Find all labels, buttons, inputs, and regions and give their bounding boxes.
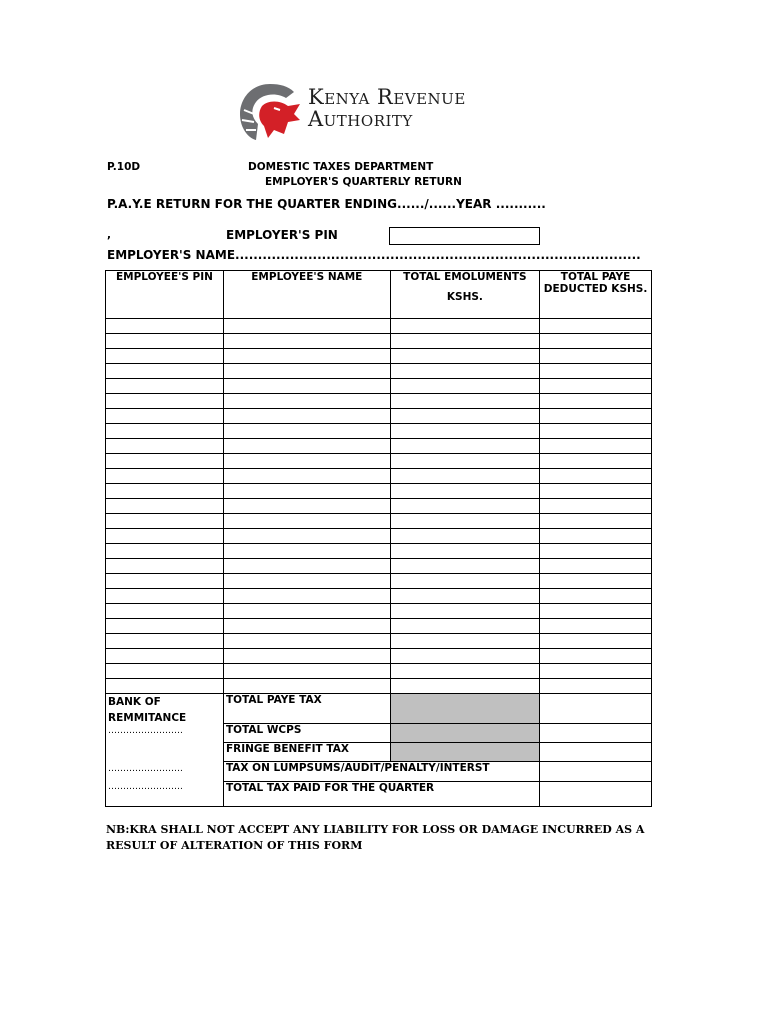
paye-cell[interactable] — [540, 574, 652, 589]
col-header-employee-name: EMPLOYEE'S NAME — [223, 271, 390, 319]
paye-cell[interactable] — [540, 529, 652, 544]
table-row — [106, 349, 652, 364]
lion-head-icon — [234, 80, 306, 144]
employee-name-cell[interactable] — [223, 529, 390, 544]
col-header-total-paye: TOTAL PAYE DEDUCTED KSHS. — [540, 271, 652, 319]
total-paye-tax-shaded — [390, 694, 539, 724]
table-row — [106, 679, 652, 694]
employee-name-cell[interactable] — [223, 334, 390, 349]
employee-name-cell[interactable] — [223, 454, 390, 469]
paye-cell[interactable] — [540, 559, 652, 574]
fringe-benefit-tax-label: FRINGE BENEFIT TAX — [223, 742, 390, 761]
emoluments-label: TOTAL EMOLUMENTS — [403, 271, 527, 283]
table-row — [106, 364, 652, 379]
employee-pin-cell[interactable] — [106, 349, 224, 364]
fringe-benefit-tax-shaded — [390, 742, 539, 761]
emoluments-cell[interactable] — [390, 574, 539, 589]
emoluments-cell[interactable] — [390, 424, 539, 439]
paye-cell[interactable] — [540, 469, 652, 484]
paye-cell[interactable] — [540, 394, 652, 409]
employee-name-cell[interactable] — [223, 484, 390, 499]
bank-dots-2: ……………………. — [108, 764, 183, 774]
emoluments-cell[interactable] — [390, 394, 539, 409]
emoluments-cell[interactable] — [390, 649, 539, 664]
employee-name-cell[interactable] — [223, 409, 390, 424]
total-paye-tax-label: TOTAL PAYE TAX — [223, 694, 390, 724]
stray-comma: , — [107, 229, 111, 241]
bank-dots-1: ……………………. — [108, 726, 183, 736]
employee-name-cell[interactable] — [223, 319, 390, 334]
logo-line2: Authority — [308, 107, 413, 131]
department-title: DOMESTIC TAXES DEPARTMENT — [248, 161, 434, 173]
employee-name-cell[interactable] — [223, 679, 390, 694]
employee-name-cell[interactable] — [223, 619, 390, 634]
table-row — [106, 529, 652, 544]
employee-name-cell[interactable] — [223, 559, 390, 574]
employee-pin-cell[interactable] — [106, 409, 224, 424]
total-wcps-value[interactable] — [540, 723, 652, 742]
emoluments-cell[interactable] — [390, 349, 539, 364]
summary-row-total-paye — [106, 694, 652, 724]
table-row — [106, 469, 652, 484]
paye-cell[interactable] — [540, 319, 652, 334]
employee-name-cell[interactable] — [223, 664, 390, 679]
employee-pin-cell[interactable] — [106, 604, 224, 619]
col-header-total-emoluments — [390, 271, 539, 319]
emoluments-cell[interactable] — [390, 514, 539, 529]
table-header-row — [106, 271, 652, 319]
employee-return-table — [105, 270, 652, 807]
table-row — [106, 634, 652, 649]
employee-pin-cell[interactable] — [106, 364, 224, 379]
emoluments-cell[interactable] — [390, 319, 539, 334]
paye-cell[interactable] — [540, 439, 652, 454]
employee-pin-cell[interactable] — [106, 559, 224, 574]
employer-name-line: EMPLOYER'S NAME......................................................................................... — [107, 248, 641, 262]
table-row — [106, 604, 652, 619]
table-row — [106, 499, 652, 514]
employee-pin-cell[interactable] — [106, 469, 224, 484]
paye-cell[interactable] — [540, 664, 652, 679]
emoluments-cell[interactable] — [390, 634, 539, 649]
emoluments-cell[interactable] — [390, 334, 539, 349]
employer-pin-label: EMPLOYER'S PIN — [226, 228, 338, 242]
paye-cell[interactable] — [540, 484, 652, 499]
employee-name-cell[interactable] — [223, 349, 390, 364]
employee-pin-cell[interactable] — [106, 439, 224, 454]
employee-name-cell[interactable] — [223, 379, 390, 394]
paye-cell[interactable] — [540, 634, 652, 649]
paye-cell[interactable] — [540, 349, 652, 364]
paye-cell[interactable] — [540, 454, 652, 469]
total-tax-quarter-label: TOTAL TAX PAID FOR THE QUARTER — [223, 781, 539, 807]
emoluments-cell[interactable] — [390, 499, 539, 514]
employer-pin-field[interactable] — [389, 227, 540, 245]
table-row — [106, 319, 652, 334]
table-row — [106, 559, 652, 574]
employee-name-cell[interactable] — [223, 439, 390, 454]
table-row — [106, 334, 652, 349]
paye-cell[interactable] — [540, 334, 652, 349]
emoluments-cell[interactable] — [390, 559, 539, 574]
paye-quarter-line: P.A.Y.E RETURN FOR THE QUARTER ENDING....../......YEAR ........... — [107, 197, 546, 211]
bank-dots-3: ……………………. — [108, 782, 183, 792]
disclaimer-note: NB:KRA SHALL NOT ACCEPT ANY LIABILITY FOR LOSS OR DAMAGE INCURRED AS A RESULT OF ALTERATION OF THIS FORM — [106, 823, 645, 852]
paye-cell[interactable] — [540, 589, 652, 604]
table-row — [106, 649, 652, 664]
emoluments-cell[interactable] — [390, 679, 539, 694]
table-row — [106, 454, 652, 469]
employee-pin-cell[interactable] — [106, 454, 224, 469]
employee-pin-cell[interactable] — [106, 394, 224, 409]
total-wcps-shaded — [390, 723, 539, 742]
employee-pin-cell[interactable] — [106, 544, 224, 559]
paye-cell[interactable] — [540, 499, 652, 514]
employee-name-cell[interactable] — [223, 424, 390, 439]
employee-name-cell[interactable] — [223, 394, 390, 409]
emoluments-unit: KSHS. — [446, 291, 483, 303]
paye-cell[interactable] — [540, 424, 652, 439]
employee-name-cell[interactable] — [223, 589, 390, 604]
employee-pin-cell[interactable] — [106, 484, 224, 499]
table-row — [106, 439, 652, 454]
paye-cell[interactable] — [540, 604, 652, 619]
table-row — [106, 514, 652, 529]
paye-cell[interactable] — [540, 409, 652, 424]
employee-pin-cell[interactable] — [106, 664, 224, 679]
employee-pin-cell[interactable] — [106, 334, 224, 349]
lumpsum-tax-value[interactable] — [540, 762, 652, 781]
emoluments-cell[interactable] — [390, 619, 539, 634]
table-row — [106, 379, 652, 394]
paye-cell[interactable] — [540, 544, 652, 559]
employee-pin-cell[interactable] — [106, 529, 224, 544]
paye-cell[interactable] — [540, 649, 652, 664]
employee-name-cell[interactable] — [223, 469, 390, 484]
paye-cell[interactable] — [540, 619, 652, 634]
emoluments-cell[interactable] — [390, 409, 539, 424]
table-row — [106, 664, 652, 679]
employee-name-cell[interactable] — [223, 544, 390, 559]
bank-of-remittance-label: BANK OF REMMITANCE — [108, 696, 187, 724]
table-row — [106, 619, 652, 634]
emoluments-cell[interactable] — [390, 454, 539, 469]
table-row — [106, 574, 652, 589]
table-row — [106, 484, 652, 499]
employee-pin-cell[interactable] — [106, 649, 224, 664]
emoluments-cell[interactable] — [390, 589, 539, 604]
emoluments-cell[interactable] — [390, 604, 539, 619]
employee-pin-cell[interactable] — [106, 379, 224, 394]
paye-cell[interactable] — [540, 379, 652, 394]
lumpsum-tax-label: TAX ON LUMPSUMS/AUDIT/PENALTY/INTERST — [223, 762, 539, 781]
emoluments-cell[interactable] — [390, 664, 539, 679]
fringe-benefit-tax-value[interactable] — [540, 742, 652, 761]
employee-name-cell[interactable] — [223, 604, 390, 619]
table-row — [106, 424, 652, 439]
employee-name-cell[interactable] — [223, 634, 390, 649]
total-wcps-label: TOTAL WCPS — [223, 723, 390, 742]
bank-of-remittance-cell[interactable] — [106, 694, 224, 807]
paye-cell[interactable] — [540, 514, 652, 529]
employee-name-cell[interactable] — [223, 499, 390, 514]
paye-cell[interactable] — [540, 364, 652, 379]
total-tax-quarter-value[interactable] — [540, 781, 652, 807]
employee-name-cell[interactable] — [223, 574, 390, 589]
employee-pin-cell[interactable] — [106, 319, 224, 334]
col-header-employee-pin: EMPLOYEE'S PIN — [106, 271, 224, 319]
employee-pin-cell[interactable] — [106, 574, 224, 589]
employee-pin-cell[interactable] — [106, 619, 224, 634]
table-row — [106, 394, 652, 409]
form-number: P.10D — [107, 161, 141, 173]
table-row — [106, 409, 652, 424]
employee-pin-cell[interactable] — [106, 424, 224, 439]
employee-name-cell[interactable] — [223, 514, 390, 529]
logo-line1: Kenya Revenue — [308, 85, 466, 109]
employee-pin-cell[interactable] — [106, 679, 224, 694]
table-row — [106, 589, 652, 604]
emoluments-cell[interactable] — [390, 439, 539, 454]
employee-pin-cell[interactable] — [106, 514, 224, 529]
total-paye-tax-value[interactable] — [540, 694, 652, 724]
emoluments-cell[interactable] — [390, 529, 539, 544]
table-row — [106, 544, 652, 559]
emoluments-cell[interactable] — [390, 544, 539, 559]
employee-pin-cell[interactable] — [106, 634, 224, 649]
emoluments-cell[interactable] — [390, 364, 539, 379]
employee-pin-cell[interactable] — [106, 589, 224, 604]
employee-name-cell[interactable] — [223, 364, 390, 379]
employee-pin-cell[interactable] — [106, 499, 224, 514]
employee-name-cell[interactable] — [223, 649, 390, 664]
emoluments-cell[interactable] — [390, 469, 539, 484]
kra-logo — [234, 80, 534, 144]
return-title: EMPLOYER'S QUARTERLY RETURN — [265, 176, 462, 188]
emoluments-cell[interactable] — [390, 484, 539, 499]
emoluments-cell[interactable] — [390, 379, 539, 394]
paye-cell[interactable] — [540, 679, 652, 694]
